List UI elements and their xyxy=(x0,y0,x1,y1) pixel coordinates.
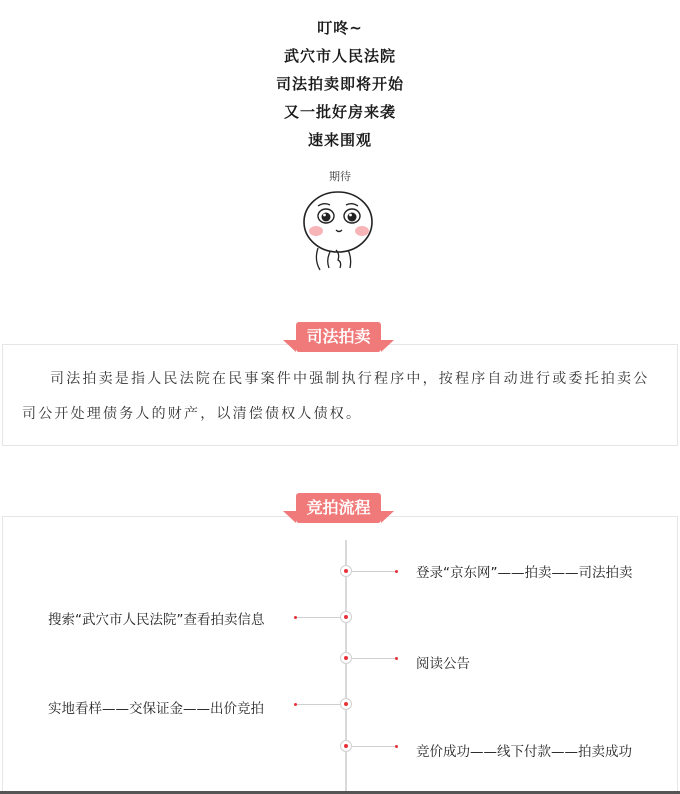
section-title: 竞拍流程 xyxy=(296,493,381,523)
timeline-axis xyxy=(345,540,347,794)
intro-line: 又一批好房来袭 xyxy=(283,103,396,121)
timeline-connector xyxy=(352,746,398,747)
timeline-node xyxy=(340,652,352,664)
section-title-ribbon xyxy=(296,493,381,523)
definition-paragraph: 司法拍卖是指人民法院在民事案件中强制执行程序中，按程序自动进行或委托拍卖公司公开处理债务人的财产，以清偿债权人债权。 xyxy=(22,371,650,422)
intro-line: 速来围观 xyxy=(307,131,372,149)
timeline-connector xyxy=(352,571,398,572)
timeline-node xyxy=(340,611,352,623)
intro-line: 司法拍卖即将开始 xyxy=(275,75,404,93)
process-step: 竞价成功——线下付款——拍卖成功 xyxy=(416,744,632,760)
process-step: 搜索“武穴市人民法院”查看拍卖信息 xyxy=(48,612,265,628)
section-title: 司法拍卖 xyxy=(296,322,381,352)
timeline-node xyxy=(340,698,352,710)
section-title-ribbon xyxy=(296,322,381,352)
timeline-connector xyxy=(294,617,340,618)
timeline-connector xyxy=(352,658,398,659)
process-step: 阅读公告 xyxy=(416,656,470,672)
timeline-connector xyxy=(294,704,340,705)
process-step: 登录“京东网”——拍卖——司法拍卖 xyxy=(416,565,633,581)
intro-line: 武穴市人民法院 xyxy=(283,47,396,65)
timeline-node xyxy=(340,740,352,752)
timeline-node xyxy=(340,565,352,577)
hopeful-face-sticker xyxy=(296,164,386,276)
sticker-caption: 期待 xyxy=(329,170,351,183)
intro-text xyxy=(0,14,680,154)
intro-line: 叮咚~ xyxy=(317,19,363,37)
process-step: 实地看样——交保证金——出价竞拍 xyxy=(48,701,264,717)
